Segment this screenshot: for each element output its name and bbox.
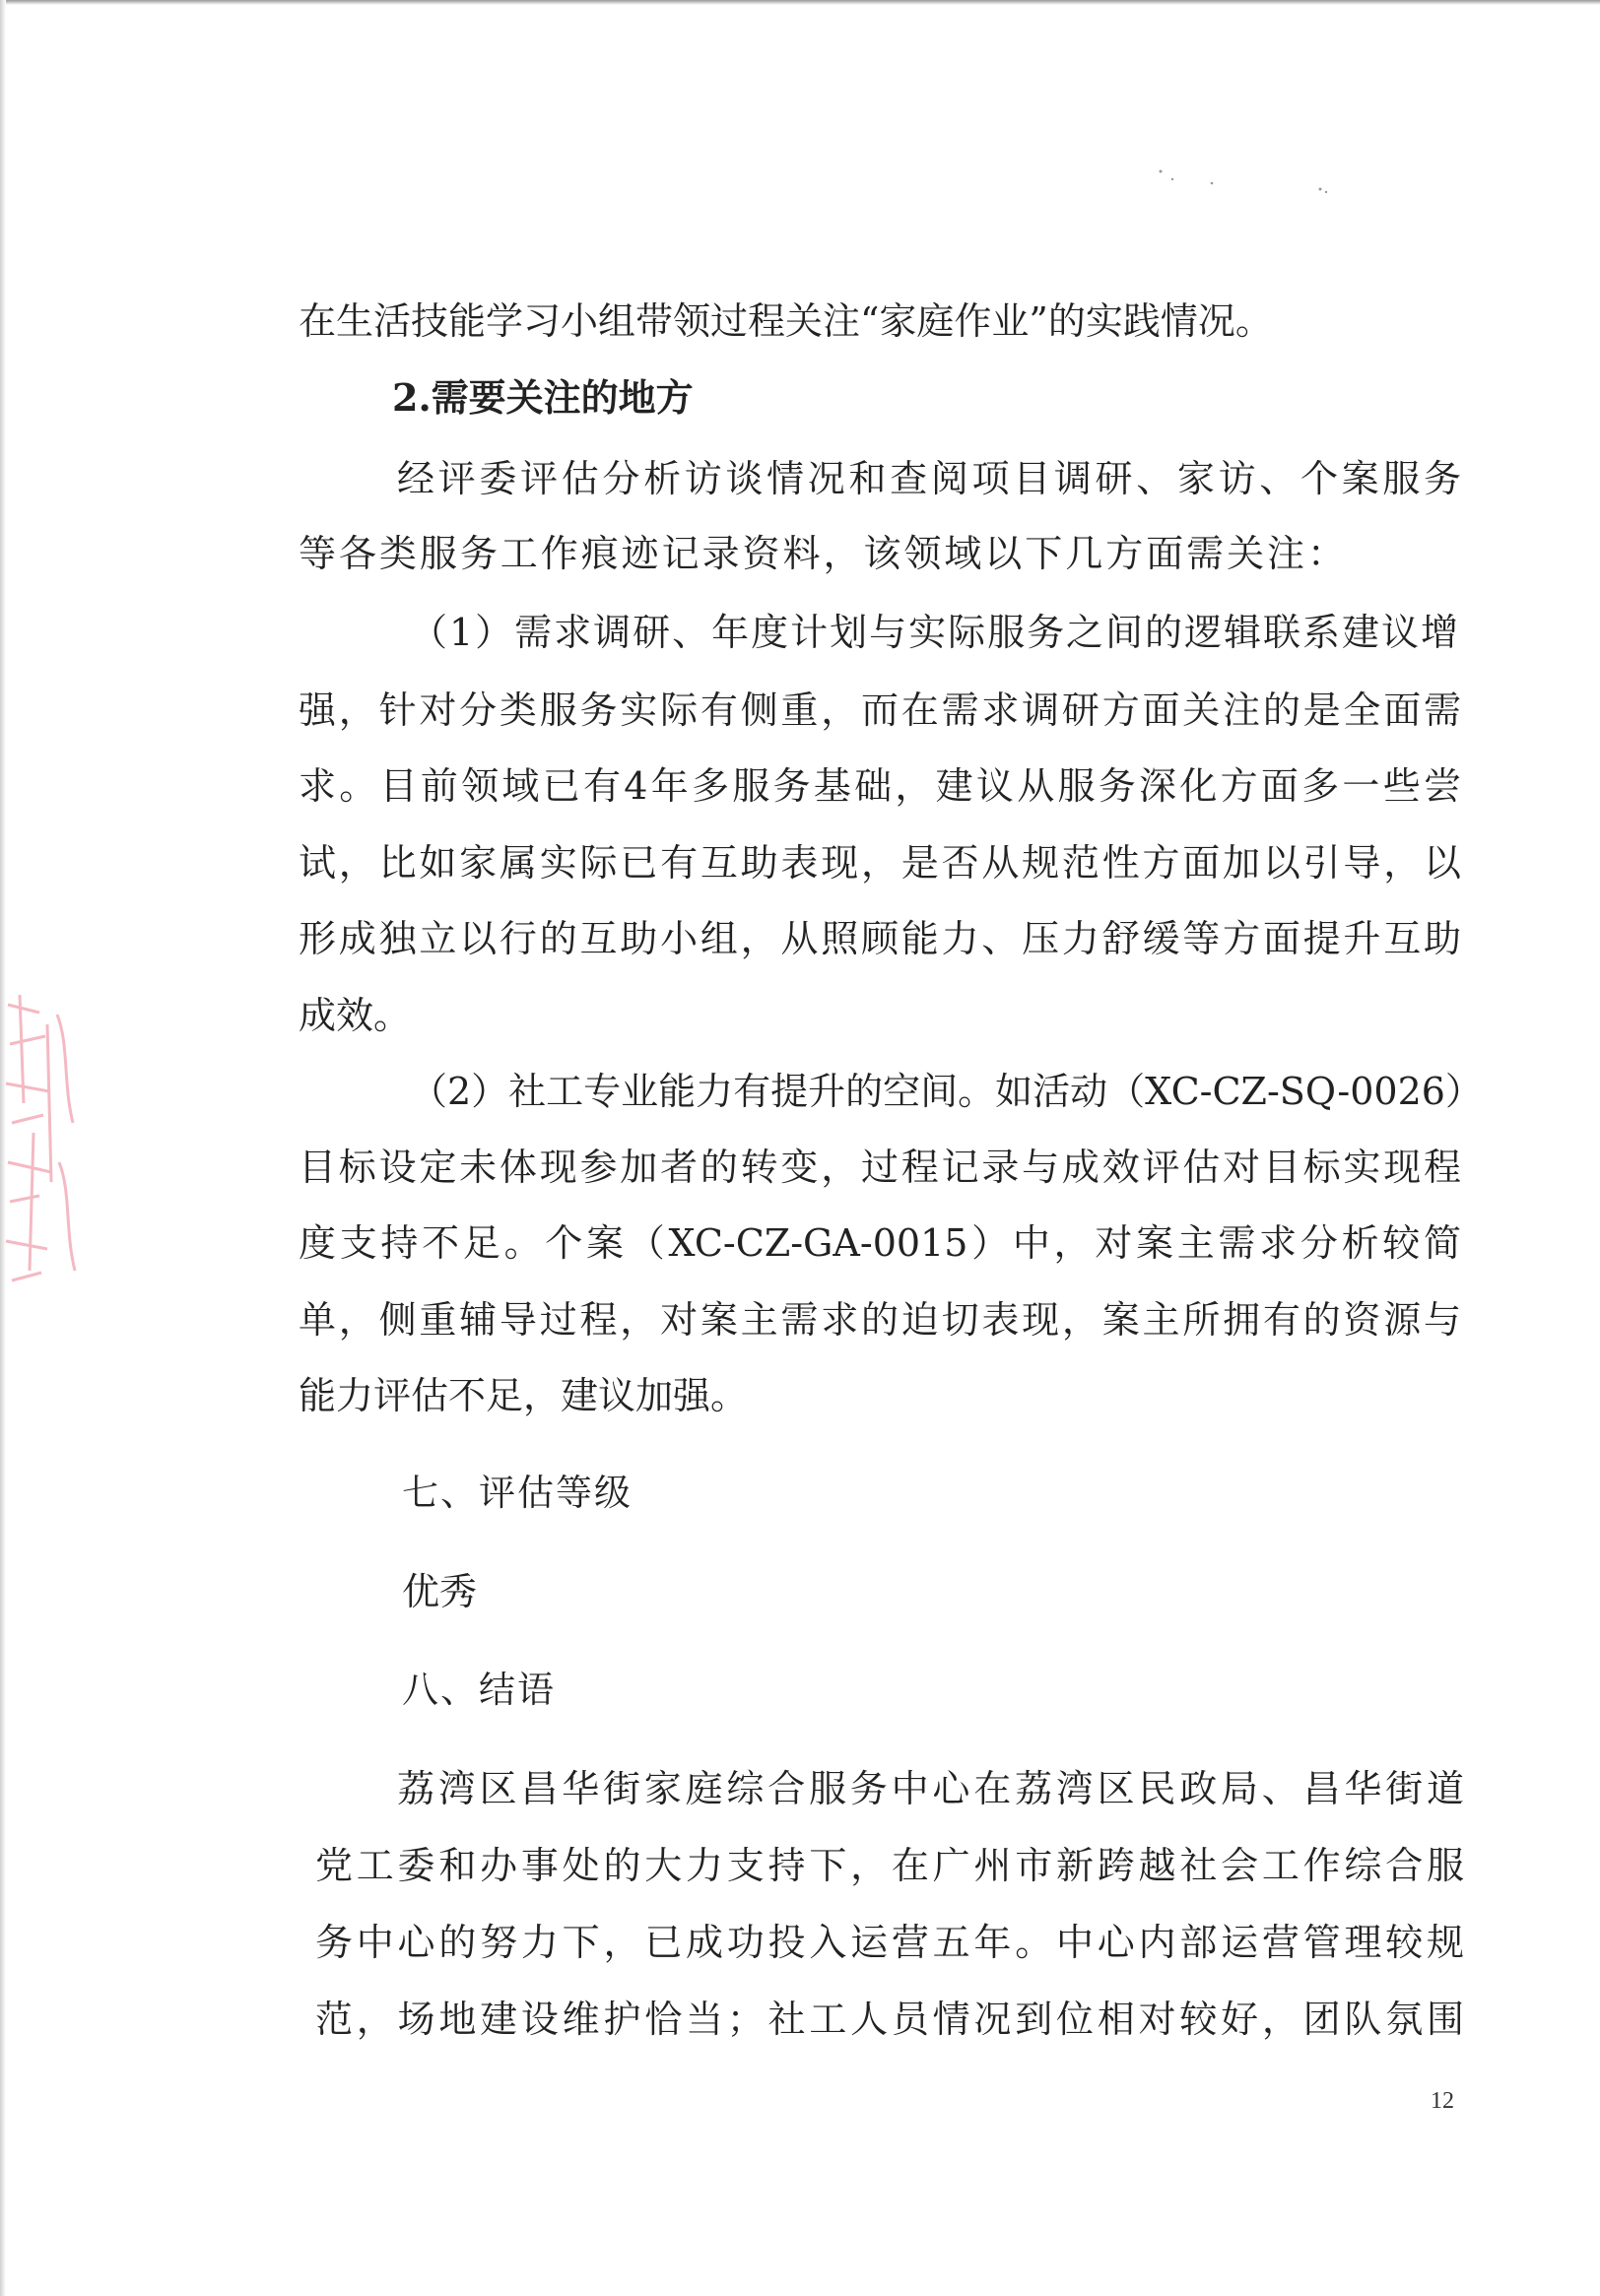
page-number: 12 [1431, 2088, 1454, 2114]
body-text-line: 求。目前领域已有4年多服务基础，建议从服务深化方面多一些尝 [299, 764, 1461, 808]
evaluation-grade-value: 优秀 [402, 1570, 478, 1613]
body-text-line: 形成独立以行的互助小组，从照顾能力、压力舒缓等方面提升互助 [299, 917, 1461, 960]
body-text-line: 强，针对分类服务实际有侧重，而在需求调研方面关注的是全面需 [299, 689, 1461, 732]
body-text-line: 等各类服务工作痕迹记录资料，该领域以下几方面需关注： [299, 532, 1345, 575]
body-text-line: 目标设定未体现参加者的转变，过程记录与成效评估对目标实现程 [299, 1146, 1461, 1189]
section-heading: 2.需要关注的地方 [392, 375, 694, 420]
body-text-line: 荔湾区昌华街家庭综合服务中心在荔湾区民政局、昌华街道 [397, 1767, 1464, 1810]
body-text-line: 单，侧重辅导过程，对案主需求的迫切表现，案主所拥有的资源与 [299, 1298, 1461, 1342]
body-text-line: 范，场地建设维护恰当；社工人员情况到位相对较好，团队氛围 [315, 1998, 1464, 2041]
red-seal-stamp [0, 985, 89, 1340]
body-text-line: 能力评估不足，建议加强。 [299, 1374, 749, 1417]
body-text-line: 度支持不足。个案（XC-CZ-GA-0015）中，对案主需求分析较简 [299, 1221, 1461, 1265]
section-heading-evaluation-grade: 七、评估等级 [402, 1472, 633, 1514]
body-text-line: 党工委和办事处的大力支持下，在广州市新跨越社会工作综合服 [315, 1844, 1464, 1887]
section-heading-conclusion: 八、结语 [402, 1669, 556, 1711]
body-text-line: （2）社工专业能力有提升的空间。如活动（XC-CZ-SQ-0026） [410, 1070, 1483, 1113]
scan-top-edge [0, 0, 1600, 5]
body-text-line: 经评委评估分析访谈情况和查阅项目调研、家访、个案服务 [397, 457, 1461, 500]
body-text-line: （1）需求调研、年度计划与实际服务之间的逻辑联系建议增 [410, 611, 1458, 654]
body-text-line: 务中心的努力下，已成功投入运营五年。中心内部运营管理较规 [315, 1921, 1464, 1964]
body-text-line: 在生活技能学习小组带领过程关注“家庭作业”的实践情况。 [299, 299, 1273, 343]
body-text-line: 成效。 [299, 994, 412, 1037]
scan-specks [1153, 158, 1350, 197]
body-text-line: 试，比如家属实际已有互助表现，是否从规范性方面加以引导，以 [299, 841, 1461, 885]
